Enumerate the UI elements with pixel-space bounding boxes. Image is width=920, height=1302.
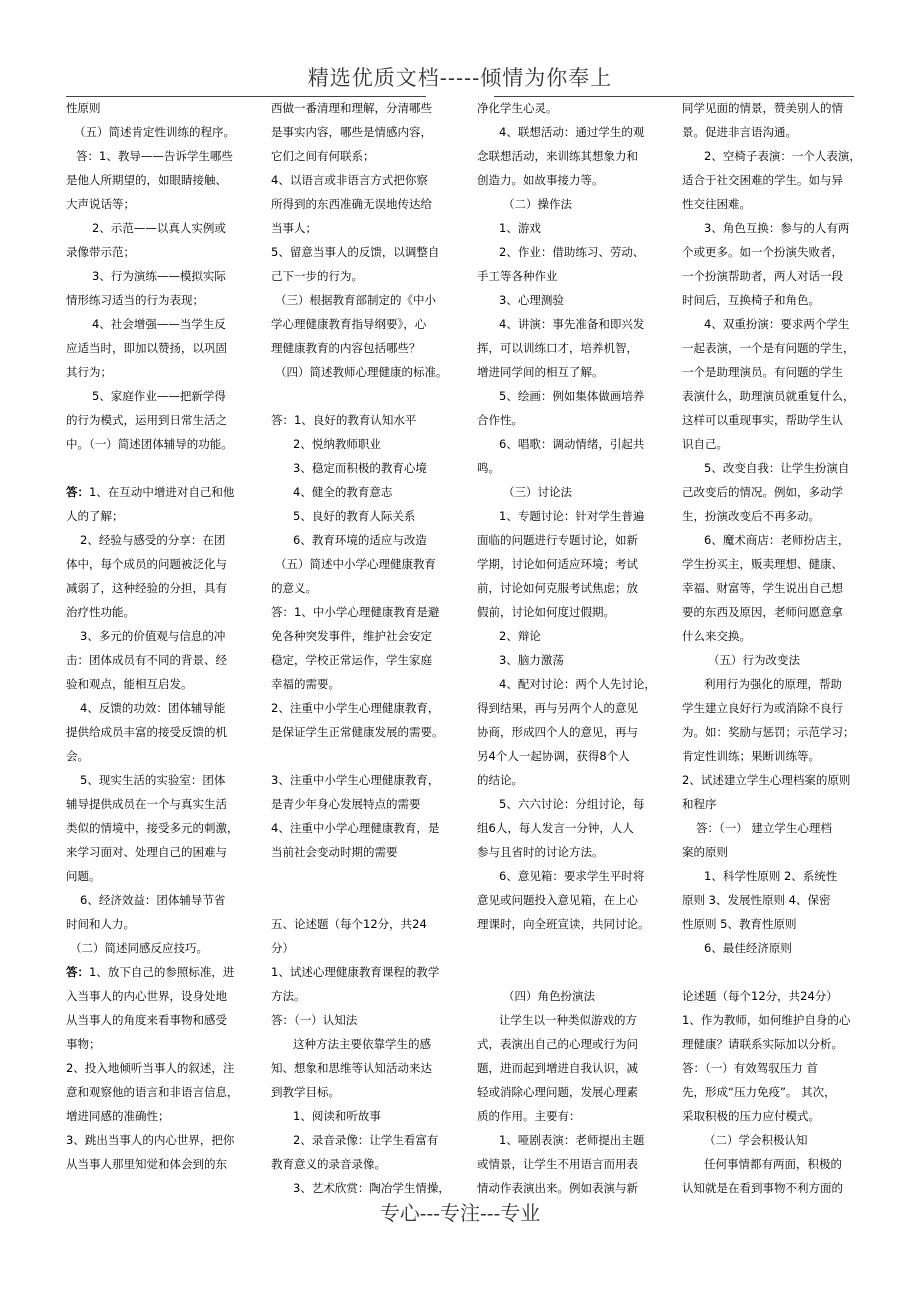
text-line: 识自己。 (682, 437, 728, 451)
text-line: 另4个人一起协调，获得8个人 (477, 749, 630, 763)
text-line: 净化学生心灵。 (477, 101, 558, 115)
text-line: 4、配对讨论：两个人先讨论， (499, 677, 656, 691)
text-line: 挥，可以训练口才，培养机智， (477, 341, 638, 355)
text-line: 采取积极的压力应付模式。 (682, 1109, 820, 1123)
text-line: 答：1、良好的教育认知水平 (271, 413, 417, 427)
text-line: 什么来交换。 (682, 629, 751, 643)
text-line: 4、反馈的功效：团体辅导能 (80, 701, 226, 715)
text-line: 己改变后的情况。例如，多动学 (682, 485, 843, 499)
text-line: 是青少年身心发展特点的需要 (271, 797, 421, 811)
text-line: （五）简述中小学心理健康教育 (275, 557, 436, 571)
text-line: 是他人所期望的，如眼睛接触、 (66, 173, 227, 187)
text-line: 4、联想活动：通过学生的观 (499, 125, 645, 139)
text-line: （四）角色扮演法 (503, 989, 595, 1003)
text-line: 2、示范——以真人实例或 (92, 221, 226, 235)
text-line: 利用行为强化的原理，帮助 (704, 677, 842, 691)
page-footer: 专心---专注---专业 (379, 1201, 541, 1225)
text-line: 性原则 5、教育性原则 (682, 917, 797, 931)
text-line: 适合于社交困难的学生。如与异 (682, 173, 843, 187)
text-line: 答：1、中小学心理健康教育是避 (271, 605, 440, 619)
text-line: 2、空椅子表演：一个人表演， (704, 149, 861, 163)
text-line: 肯定性训练；果断训练等。 (682, 749, 820, 763)
text-line: 学心理健康教育指导纲要》，心 (271, 317, 427, 331)
text-line: （三）根据教育部制定的《中小 (275, 293, 436, 307)
text-line: 4、社会增强——当学生反 (92, 317, 226, 331)
text-line: 答：1、在互动中增进对自己和他 (66, 485, 235, 499)
text-line: 3、稳定而积极的教育心境 (293, 461, 427, 475)
text-line: 5、家庭作业——把新学得 (92, 389, 226, 403)
text-line: 性交往困难。 (682, 197, 751, 211)
text-line: 3、角色互换：参与的人有两 (704, 221, 850, 235)
text-line: 学期，讨论如何适应环境；考试 (477, 557, 638, 571)
text-line: 学生扮买主，贩卖理想、健康、 (682, 557, 843, 571)
text-line: 要的东西及原因，老师问愿意拿 (682, 605, 843, 619)
text-column-1 (66, 96, 244, 1176)
text-line: 2、投入地倾听当事人的叙述，注 (66, 1061, 235, 1075)
text-line: 这种方法主要依靠学生的感 (293, 1037, 431, 1051)
text-line: 理健康教育的内容包括哪些？ (271, 341, 421, 355)
text-line: 中。（一）简述团体辅导的功能。 (66, 437, 233, 451)
text-line: 2、作业：借助练习、劳动、 (499, 245, 645, 259)
text-line: 稳定，学校正常运作，学生家庭 (271, 653, 432, 667)
text-line: 己下一步的行为。 (271, 269, 363, 283)
text-line: 景。促进非言语沟通。 (682, 125, 797, 139)
text-line: 5、现实生活的实验室：团体 (80, 773, 226, 787)
text-line: 知、想象和思维等认知活动来达 (271, 1061, 432, 1075)
text-line: 意见或问题投入意见箱，在上心 (477, 893, 638, 907)
text-line: 轻或消除心理问题，发展心理素 (477, 1085, 638, 1099)
text-line: 2、录音录像：让学生看富有 (293, 1133, 439, 1147)
text-line: 1、哑剧表演：老师提出主题 (499, 1133, 645, 1147)
text-line: 入当事人的内心世界，设身处地 (66, 989, 227, 1003)
text-line: 5、改变自我：让学生扮演自 (704, 461, 850, 475)
text-line: 2、注重中小学生心理健康教育， (271, 701, 440, 715)
text-line: 3、艺术欣赏：陶冶学生情操， (293, 1181, 450, 1195)
text-line: 时间后，互换椅子和角色。 (682, 293, 820, 307)
text-line: 大声说话等； (66, 197, 135, 211)
text-column-2 (271, 96, 451, 1200)
text-line: 提供给成员丰富的接受反馈的机 (66, 725, 227, 739)
text-line: 原则 3、发展性原则 4、保密 (682, 893, 831, 907)
text-line: 事物； (66, 1037, 101, 1051)
text-line (477, 936, 657, 960)
text-line: 4、讲演：事先准备和即兴发 (499, 317, 645, 331)
text-line: 当前社会变动时期的需要 (271, 845, 398, 859)
text-line: 情动作表演出来。例如表演与新 (477, 1181, 638, 1195)
text-line: 手工等各种作业 (477, 269, 558, 283)
text-line: 方法。 (271, 989, 306, 1003)
text-line: 增进同学间的相互了解。 (477, 365, 604, 379)
text-line: 是保证学生正常健康发展的需要。 (271, 725, 444, 739)
text-line: 体中，每个成员的问题被泛化与 (66, 557, 227, 571)
text-line: 应适当时，即加以赞扬，以巩固 (66, 341, 227, 355)
text-line: 所得到的东西准确无误地传达给 (271, 197, 432, 211)
text-line: （二）学会积极认知 (704, 1133, 808, 1147)
text-line: 1、科学性原则 2、系统性 (704, 869, 838, 883)
text-line: 6、魔术商店：老师扮店主， (704, 533, 850, 547)
text-line: 创造力。如故事接力等。 (477, 173, 604, 187)
text-line: 问题。 (66, 869, 101, 883)
text-line: 3、心理测验 (499, 293, 564, 307)
text-column-4 (682, 96, 862, 1200)
text-line: 为。如：奖励与惩罚；示范学习； (682, 725, 855, 739)
text-line: 答：1、放下自己的参照标准，进 (66, 965, 235, 979)
text-line: （五）简述肯定性训练的程序。 (74, 125, 235, 139)
text-line: 6、意见箱：要求学生平时将 (499, 869, 645, 883)
text-line: 生，扮演改变后不再多动。 (682, 509, 820, 523)
text-line: 1、阅读和听故事 (293, 1109, 381, 1123)
text-line: 4、双重扮演：要求两个学生 (704, 317, 850, 331)
text-line: 答：（一）有效驾驭压力 首 (682, 1061, 818, 1075)
text-line: （二）操作法 (503, 197, 572, 211)
text-line (477, 960, 657, 984)
text-line: 时间和人力。 (66, 917, 135, 931)
text-line: 合作性。 (477, 413, 523, 427)
text-line: 到教学目标。 (271, 1085, 340, 1099)
text-line: 6、教育环境的适应与改造 (293, 533, 427, 547)
text-line: 1、作为教师，如何维护自身的心 (682, 1013, 851, 1027)
text-line: 4、以语言或非语言方式把你察 (271, 173, 428, 187)
text-line: 题，进而起到增进自我认识，减 (477, 1061, 638, 1075)
text-line: 1、游戏 (499, 221, 541, 235)
text-line: 2、悦纳教师职业 (293, 437, 381, 451)
text-line (66, 456, 244, 480)
text-line: 假前，讨论如何度过假期。 (477, 605, 615, 619)
text-line: 5、绘画：例如集体做画培养 (499, 389, 645, 403)
text-line: 一个扮演帮助者，两人对话一段 (682, 269, 843, 283)
text-line: 个或更多。如一个扮演失败者， (682, 245, 843, 259)
text-line (271, 888, 451, 912)
text-line: 3、脑力激荡 (499, 653, 564, 667)
text-line: 的意义。 (271, 581, 317, 595)
text-line: 五、论述题（每个12分，共24 (271, 917, 427, 931)
text-line: 式，表演出自己的心理或行为问 (477, 1037, 638, 1051)
text-line: 4、注重中小学心理健康教育，是 (271, 821, 440, 835)
text-line: 从当事人的角度来看事物和感受 (66, 1013, 227, 1027)
text-line: 免各种突发事件，维护社会安定 (271, 629, 432, 643)
text-line: 它们之间有何联系； (271, 149, 375, 163)
text-line: 验和观点，能相互启发。 (66, 677, 193, 691)
text-line: 情形练习适当的行为表现； (66, 293, 204, 307)
text-line: 教育意义的录音录像。 (271, 1157, 386, 1171)
text-line: 6、经济效益：团体辅导节省 (80, 893, 226, 907)
text-line: 鸣。 (477, 461, 500, 475)
text-column-3 (477, 96, 657, 1200)
text-line (271, 744, 451, 768)
text-line: （四）简述教师心理健康的标准。 (275, 365, 448, 379)
text-line: 当事人； (271, 221, 317, 235)
text-line: 3、行为演练——模拟实际 (92, 269, 226, 283)
text-line: 学生建立良好行为或消除不良行 (682, 701, 843, 715)
text-line: 西做一番清理和理解，分清哪些 (271, 101, 432, 115)
text-line: 论述题（每个12分，共24分） (682, 989, 838, 1003)
text-line: 人的了解； (66, 509, 124, 523)
text-line: 3、跳出当事人的内心世界，把你 (66, 1133, 235, 1147)
text-line: 让学生以一种类似游戏的方 (499, 1013, 637, 1027)
text-line: 的行为模式，运用到日常生活之 (66, 413, 227, 427)
text-line: 2、辩论 (499, 629, 541, 643)
text-line: 其行为； (66, 365, 112, 379)
text-line: 参与且省时的讨论方法。 (477, 845, 604, 859)
text-line: 或情景，让学生不用语言而用表 (477, 1157, 638, 1171)
text-line: 答：1、教导——告诉学生哪些 (76, 149, 233, 163)
text-line (682, 960, 862, 984)
text-line: 6、唱歌：调动情绪，引起共 (499, 437, 645, 451)
text-line: 1、专题讨论：针对学生普遍 (499, 509, 645, 523)
text-line: 录像带示范； (66, 245, 135, 259)
text-line: 辅导提供成员在一个与真实生活 (66, 797, 227, 811)
text-line: 来学习面对、处理自己的困难与 (66, 845, 227, 859)
text-line: 会。 (66, 749, 89, 763)
text-line: 3、注重中小学生心理健康教育， (271, 773, 440, 787)
text-line: 同学见面的情景，赞美别人的情 (682, 101, 843, 115)
text-line: 先，形成“压力免疫”。 其次， (682, 1085, 836, 1099)
text-line: 5、良好的教育人际关系 (293, 509, 416, 523)
text-line: 2、试述建立学生心理档案的原则 (682, 773, 851, 787)
text-line: 表演什么，助理演员就重复什么， (682, 389, 855, 403)
text-line: 面临的问题进行专题讨论，如新 (477, 533, 638, 547)
text-line: 3、多元的价值观与信息的冲 (80, 629, 226, 643)
text-line: 协商，形成四个人的意见，再与 (477, 725, 638, 739)
text-line: 念联想活动，来训练其想象力和 (477, 149, 638, 163)
text-line: 治疗性功能。 (66, 605, 135, 619)
text-line: 6、最佳经济原则 (704, 941, 792, 955)
text-line: 幸福的需要。 (271, 677, 340, 691)
text-line: （二）简述同感反应技巧。 (70, 941, 208, 955)
text-line: 答：（一） 建立学生心理档 (696, 821, 832, 835)
text-line: 类似的情境中，接受多元的刺激， (66, 821, 239, 835)
text-line: 前，讨论如何克服考试焦虑；放 (477, 581, 638, 595)
text-line: 分） (271, 941, 294, 955)
text-line: 5、留意当事人的反馈，以调整自 (271, 245, 440, 259)
page-header: 精选优质文档-----倾情为你奉上 (307, 66, 613, 90)
text-line: 击：团体成员有不同的背景、经 (66, 653, 227, 667)
text-line: 一个是助理演员。有问题的学生 (682, 365, 843, 379)
text-line: 理课时，向全班宣读，共同讨论。 (477, 917, 650, 931)
text-line: 增进同感的准确性； (66, 1109, 170, 1123)
text-line: 组6人，每人发言一分钟，人人 (477, 821, 634, 835)
text-line: 是事实内容，哪些是情感内容， (271, 125, 432, 139)
text-line: 任何事情都有两面，积极的 (704, 1157, 842, 1171)
text-line (271, 384, 451, 408)
text-line: 幸福、财富等，学生说出自己想 (682, 581, 843, 595)
text-line: 性原则 (66, 101, 101, 115)
text-line: 理健康？请联系实际加以分析。 (682, 1037, 843, 1051)
text-line: 答：（一）认知法 (271, 1013, 358, 1027)
text-line: （三）讨论法 (503, 485, 572, 499)
text-line: 案的原则 (682, 845, 728, 859)
text-line: 得到结果，再与另两个人的意见 (477, 701, 638, 715)
text-line: 质的作用。主要有： (477, 1109, 581, 1123)
text-line: 从当事人那里知觉和体会到的东 (66, 1157, 227, 1171)
text-line: 2、经验与感受的分享：在团 (80, 533, 226, 547)
text-line: 一起表演，一个是有问题的学生， (682, 341, 855, 355)
text-line: （五）行为改变法 (708, 653, 800, 667)
text-line: 和程序 (682, 797, 717, 811)
text-line: 1、试述心理健康教育课程的教学 (271, 965, 440, 979)
text-line: 减弱了，这种经验的分担，具有 (66, 581, 227, 595)
text-line: 这样可以重现事实，帮助学生认 (682, 413, 843, 427)
text-line (271, 864, 451, 888)
text-line: 5、六六讨论：分组讨论，每 (499, 797, 645, 811)
text-line: 意和观察他的语言和非语言信息， (66, 1085, 239, 1099)
text-line: 认知就是在看到事物不利方面的 (682, 1181, 843, 1195)
text-line: 的结论。 (477, 773, 523, 787)
text-line: 4、健全的教育意志 (293, 485, 393, 499)
